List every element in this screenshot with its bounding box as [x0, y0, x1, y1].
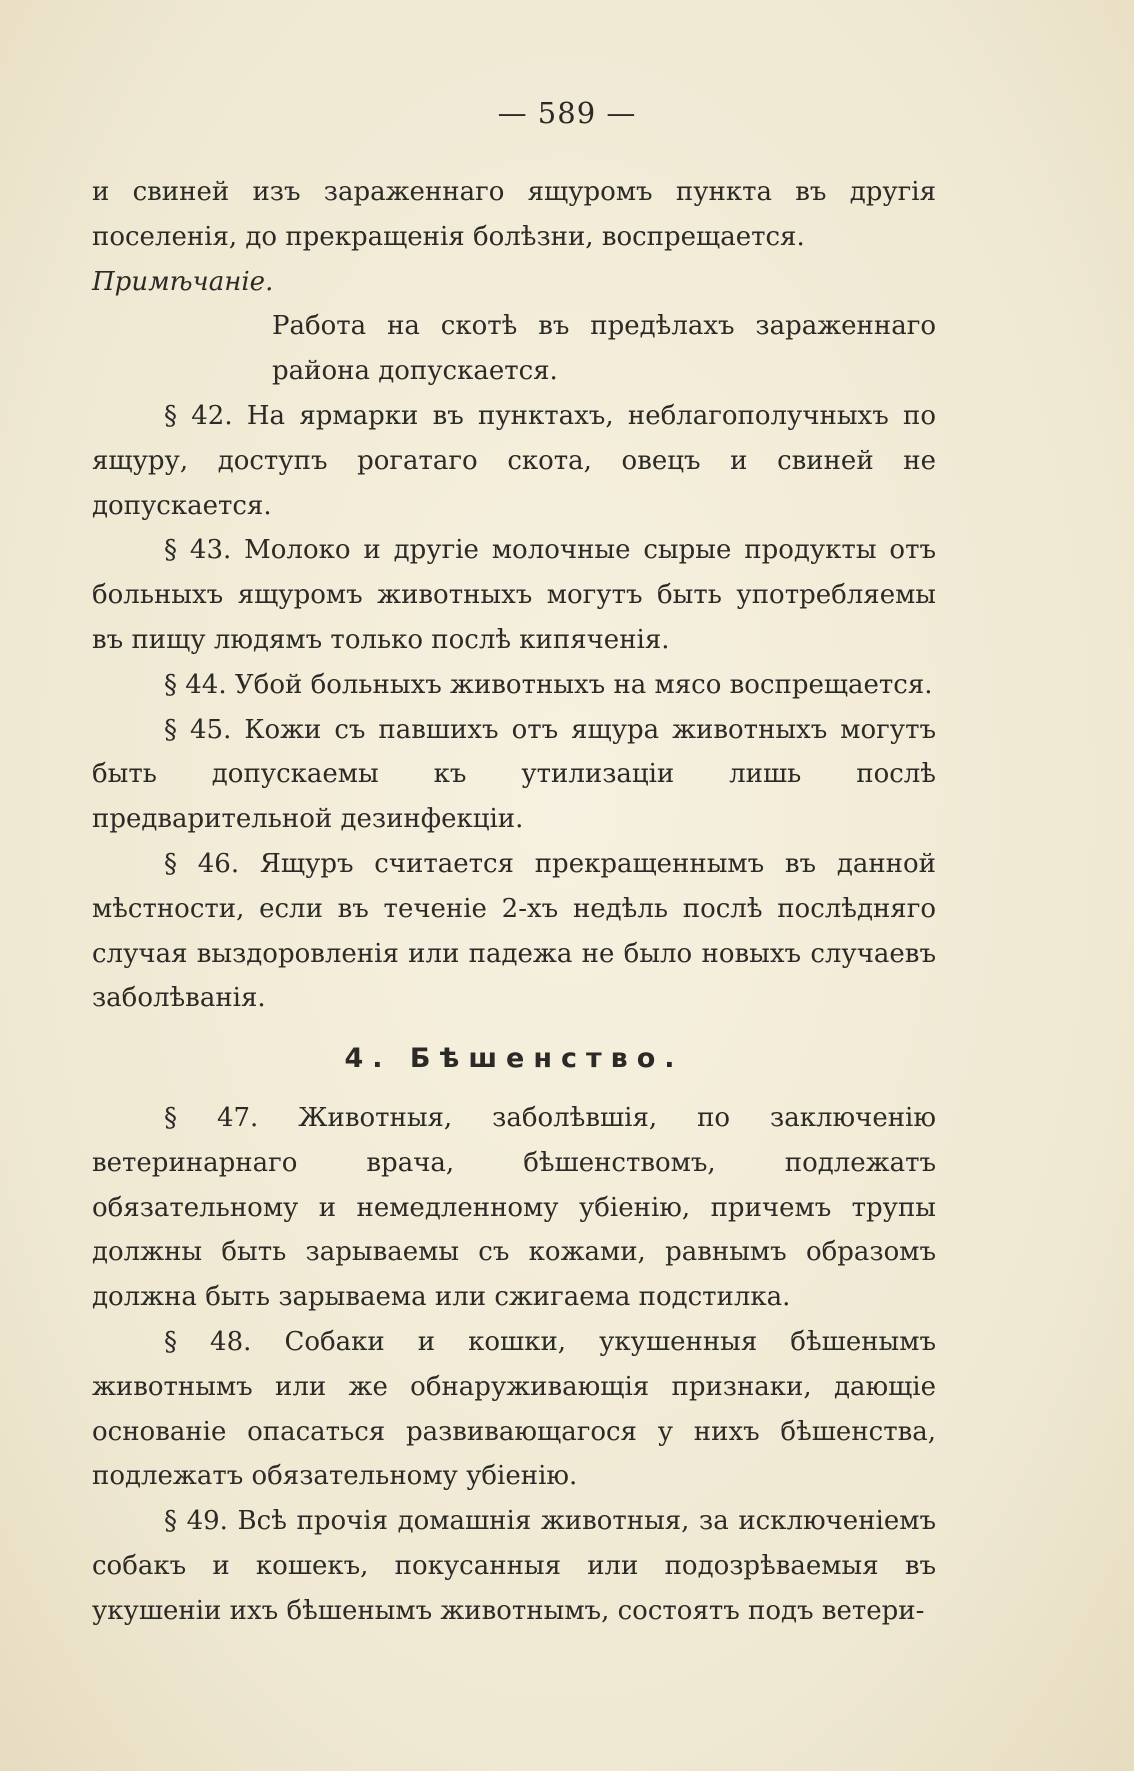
paragraph-42: § 42. На ярмарки въ пунктахъ, неблагополучныхъ по ящуру, доступъ рогатаго скота, овецъ и свиней не допускается. — [92, 400, 936, 521]
paragraph-43: § 43. Молоко и другіе молочные сырые продукты отъ больныхъ ящуромъ животныхъ могутъ быть употребляемы въ пищу людямъ только послѣ кипяченія. — [92, 535, 936, 655]
page-number: — 589 — — [497, 96, 637, 130]
note-text: Работа на скотѣ въ предѣлахъ зараженнаго района допускается. — [272, 311, 936, 387]
note — [92, 260, 936, 305]
note-label: Примѣчаніе. — [92, 266, 274, 297]
paragraph-47: § 47. Животныя, заболѣвшія, по заключенію ветеринарнаго врача, бѣшенствомъ, подлежатъ обязательному и немедленному убіенію, причемъ трупы должны быть зарываемы съ кожами, равнымъ образомъ должна быть зарываема или сжигаема подстилка. — [92, 1102, 936, 1313]
paragraph-45: § 45. Кожи съ павшихъ отъ ящура животныхъ могутъ быть допускаемы къ утилизаціи лишь послѣ предварительной дезинфекціи. — [92, 714, 936, 835]
section-heading: 4. Бѣшенство. — [344, 1043, 684, 1075]
paragraph-46: § 46. Ящуръ считается прекращеннымъ въ данной мѣстности, если въ теченіе 2-хъ недѣль послѣ послѣдняго случая выздоровленія или падежа не было новыхъ случаевъ заболѣванія. — [92, 848, 936, 1014]
paragraph-44: § 44. Убой больныхъ животныхъ на мясо воспрещается. — [164, 669, 933, 700]
paragraph-49: § 49. Всѣ прочія домашнія животныя, за исключеніемъ собакъ и кошекъ, покусанныя или подозрѣваемыя въ укушеніи ихъ бѣшенымъ животнымъ, состоятъ подъ ветери- — [92, 1506, 936, 1626]
page-body — [92, 170, 936, 1634]
paragraph-48: § 48. Собаки и кошки, укушенныя бѣшенымъ животнымъ или же обнаруживающія признаки, дающіе основаніе опасаться развивающагося у нихъ бѣшенства, подлежатъ обязательному убіенію. — [92, 1326, 936, 1492]
paragraph-continuation: и свиней изъ зараженнаго ящуромъ пункта въ другія поселенія, до прекращенія болѣзни, воспрещается. — [92, 177, 936, 252]
